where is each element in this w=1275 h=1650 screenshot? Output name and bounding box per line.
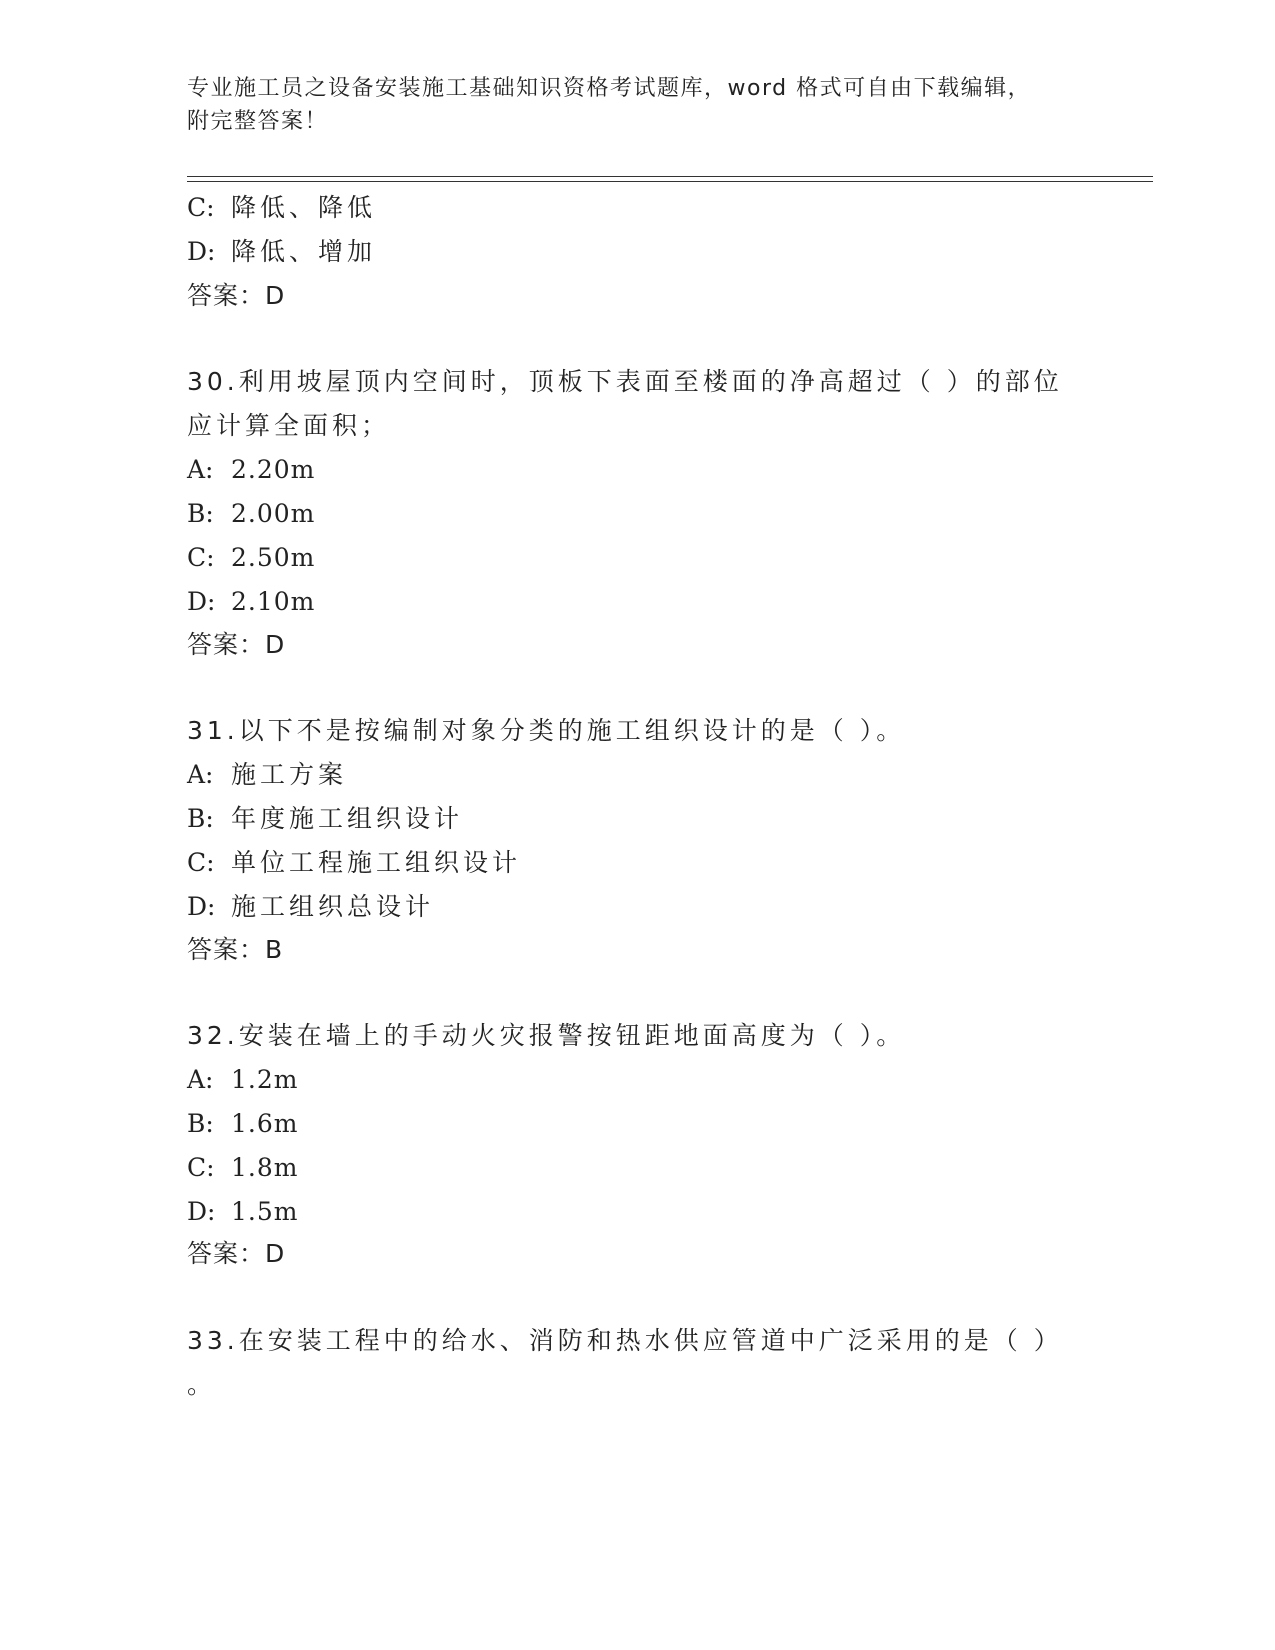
option-d [187, 579, 315, 625]
option-letter: A: [187, 455, 214, 484]
option-letter: C: [187, 193, 215, 222]
option-text: 降低、增加 [231, 237, 377, 266]
option-a [187, 752, 347, 798]
option-text: 降低、降低 [231, 193, 377, 222]
option-text: 1.5m [231, 1197, 299, 1226]
answer-line: 答案：D [187, 281, 286, 310]
option-c [187, 1145, 298, 1191]
option-d [187, 884, 434, 930]
header-line-2: 附完整答案！ [187, 109, 329, 134]
option-text: 1.2m [231, 1065, 299, 1094]
option-letter: D: [187, 1197, 216, 1226]
option-c [187, 840, 521, 886]
option-text: 1.8m [231, 1153, 299, 1182]
option-letter: D: [187, 892, 216, 921]
option-letter: B: [187, 1109, 214, 1138]
question-stem: 31.以下不是按编制对象分类的施工组织设计的是（ ）。 [187, 716, 906, 745]
option-letter: B: [187, 499, 214, 528]
option-b [187, 796, 463, 842]
header-divider-bottom [187, 181, 1153, 182]
question-stem: 32.安装在墙上的手动火灾报警按钮距地面高度为（ ）。 [187, 1021, 906, 1050]
option-text: 施工方案 [231, 760, 348, 789]
option-letter: C: [187, 848, 215, 877]
option-letter: A: [187, 1065, 214, 1094]
option-letter: B: [187, 804, 214, 833]
document-header [187, 72, 1067, 138]
question-stem-continued: 应计算全面积； [187, 411, 391, 440]
option-c [187, 185, 376, 231]
option-letter: A: [187, 760, 214, 789]
option-text: 2.50m [231, 543, 316, 572]
option-text: 1.6m [231, 1109, 299, 1138]
option-d [187, 229, 376, 275]
option-b [187, 1101, 298, 1147]
option-text: 2.00m [231, 499, 316, 528]
header-divider-top [187, 176, 1153, 177]
option-c [187, 535, 315, 581]
question-stem: 30.利用坡屋顶内空间时，顶板下表面至楼面的净高超过（ ）的部位 [187, 367, 1063, 396]
answer-line: 答案：D [187, 1239, 286, 1268]
header-line-1: 专业施工员之设备安装施工基础知识资格考试题库，word 格式可自由下载编辑， [187, 76, 1032, 101]
option-text: 2.10m [231, 587, 316, 616]
option-a [187, 447, 315, 493]
question-stem-continued: 。 [187, 1370, 217, 1399]
option-a [187, 1057, 298, 1103]
option-b [187, 491, 315, 537]
option-d [187, 1189, 298, 1235]
option-letter: C: [187, 543, 215, 572]
option-text: 施工组织总设计 [231, 892, 435, 921]
answer-line: 答案：D [187, 630, 286, 659]
option-text: 年度施工组织设计 [231, 804, 464, 833]
question-stem: 33.在安装工程中的给水、消防和热水供应管道中广泛采用的是（ ） [187, 1326, 1063, 1355]
option-text: 2.20m [231, 455, 316, 484]
option-letter: D: [187, 237, 216, 266]
option-letter: D: [187, 587, 216, 616]
option-text: 单位工程施工组织设计 [231, 848, 522, 877]
answer-line: 答案：B [187, 935, 284, 964]
option-letter: C: [187, 1153, 215, 1182]
